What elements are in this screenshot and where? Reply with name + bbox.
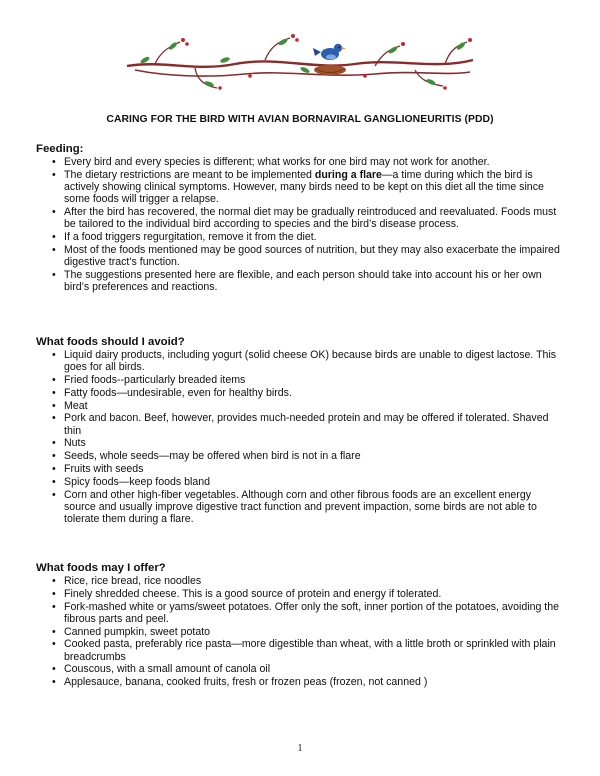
list-item <box>36 676 561 688</box>
item-text: Fruits with seeds <box>64 462 144 475</box>
item-text: Nuts <box>64 437 86 450</box>
item-text: Couscous, with a small amount of canola oil <box>64 663 271 676</box>
list-item <box>36 387 561 399</box>
item-text: The suggestions presented here are flexible, and each person should take into account his or her own bird’s preferences and reactions. <box>64 268 542 293</box>
feeding-section <box>36 142 561 294</box>
branch-bird-banner-icon <box>125 30 475 92</box>
item-text: Seeds, whole seeds—may be offered when bird is not in a flare <box>64 450 361 463</box>
bullet-list <box>36 349 561 525</box>
item-text: Every bird and every species is different; what works for one bird may not work for another. <box>64 156 490 168</box>
avoid-foods-section <box>36 335 561 526</box>
list-item <box>36 400 561 412</box>
list-item <box>36 663 561 675</box>
list-item <box>36 206 561 230</box>
document-title: CARING FOR THE BIRD WITH AVIAN BORNAVIRAL GANGLIONEURITIS (PDD) <box>106 114 494 125</box>
list-item <box>36 489 561 526</box>
item-text: Finely shredded cheese. This is a good source of protein and energy if tolerated. <box>64 587 442 600</box>
item-text: If a food triggers regurgitation, remove it from the diet. <box>64 231 317 243</box>
item-text: Fatty foods—undesirable, even for healthy birds. <box>64 386 292 399</box>
section-heading: Feeding: <box>36 143 84 155</box>
section-heading: What foods should I avoid? <box>36 336 185 348</box>
bullet-list <box>36 575 561 688</box>
item-text: Most of the foods mentioned may be good sources of nutrition, but they may also exacerbate the impaired digestive tract’s function. <box>64 243 560 268</box>
item-text: Applesauce, banana, cooked fruits, fresh or frozen peas (frozen, not canned ) <box>64 676 428 689</box>
list-item <box>36 169 561 206</box>
list-item <box>36 412 561 436</box>
list-item <box>36 231 561 243</box>
item-text: Liquid dairy products, including yogurt (solid cheese OK) because birds are unable to digest lactose. This goes for all birds. <box>64 349 557 374</box>
list-item <box>36 588 561 600</box>
offer-foods-section <box>36 561 561 689</box>
bluebird-icon <box>313 44 346 60</box>
list-item <box>36 156 561 168</box>
emphasis-text: during a flare <box>314 168 382 181</box>
nest-icon <box>314 65 346 75</box>
item-text: Cooked pasta, preferably rice pasta—more digestible than wheat, with a little broth or sprinkled with plain breadcrumbs <box>64 638 556 663</box>
item-text: After the bird has recovered, the normal diet may be gradually reintroduced and reevaluated. Foods must be tailored to the individual bird according to species and the bird’s disease process. <box>64 206 557 231</box>
page-number: 1 <box>297 743 303 754</box>
list-item <box>36 269 561 293</box>
item-text: Pork and bacon. Beef, however, provides much-needed protein and may be offered if tolerated. Shaved thin <box>64 412 549 437</box>
item-text: Meat <box>64 399 88 412</box>
list-item <box>36 437 561 449</box>
item-text: Corn and other high-fiber vegetables. Although corn and other fibrous foods are an excellent energy source and usually improve digestive tract function and prevent impaction, some birds are not able to tolerate them during a flare. <box>64 488 537 525</box>
item-text: —a time during which the bird is actively showing clinical symptoms. However, many birds need to be kept on this diet all the time since some foods will trigger a relapse. <box>64 168 544 206</box>
item-text: Fork-mashed white or yams/sweet potatoes. Offer only the soft, inner portion of the potatoes, avoiding the fibrous parts and peel. <box>64 600 560 625</box>
item-text: Spicy foods—keep foods bland <box>64 475 211 488</box>
item-text: Rice, rice bread, rice noodles <box>64 575 202 587</box>
list-item <box>36 374 561 386</box>
list-item <box>36 626 561 638</box>
list-item <box>36 450 561 462</box>
bullet-list <box>36 156 561 293</box>
list-item <box>36 476 561 488</box>
item-text: Fried foods--particularly breaded items <box>64 374 246 386</box>
list-item <box>36 575 561 587</box>
list-item <box>36 349 561 373</box>
list-item <box>36 463 561 475</box>
list-item <box>36 244 561 268</box>
section-heading: What foods may I offer? <box>36 562 166 574</box>
item-text: Canned pumpkin, sweet potato <box>64 625 211 638</box>
list-item <box>36 601 561 625</box>
list-item <box>36 638 561 662</box>
item-text: The dietary restrictions are meant to be implemented <box>64 168 315 181</box>
